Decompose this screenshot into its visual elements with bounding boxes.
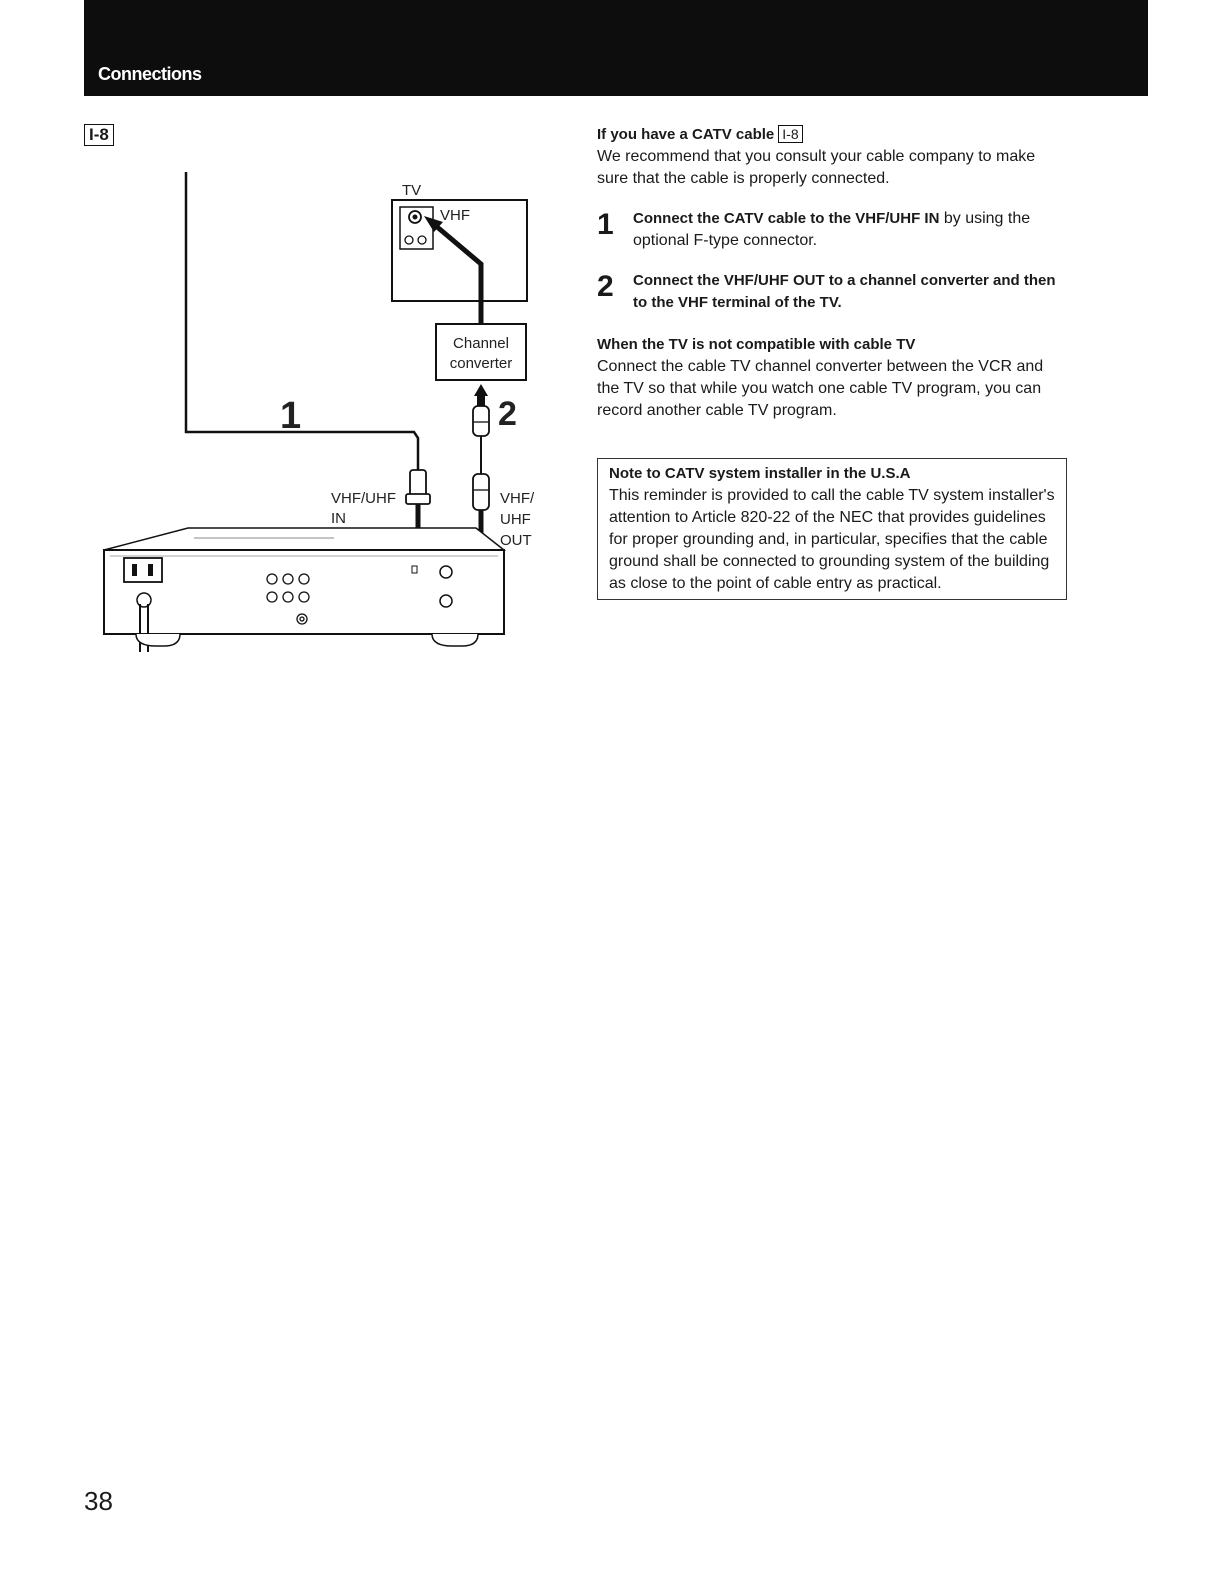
step-1-number: 1 xyxy=(597,208,614,241)
arrow-up-icon xyxy=(474,384,488,396)
step-2 xyxy=(597,270,1067,314)
vhf-label: VHF xyxy=(440,207,470,224)
step-1 xyxy=(597,208,1067,252)
step-1-rest: by using the optional F-type connector. xyxy=(633,210,1031,249)
section-title: Connections xyxy=(98,64,202,84)
step-1-marker: 1 xyxy=(280,395,302,437)
tv-label: TV xyxy=(402,182,422,199)
catv-cable xyxy=(186,172,418,470)
converter-label-1: Channel xyxy=(453,335,509,352)
vhf-uhf-out-label-3: OUT xyxy=(500,532,532,549)
vhf-uhf-in-label-2: IN xyxy=(331,510,346,527)
installer-note-body: This reminder is provided to call the cable TV system installer's attention to Article 820-22 of the NEC that provides guidelines for proper grounding and, in particular, specifies that the cable ground shall be connected to grounding system of the building as close to the point of cable entry as practical. xyxy=(609,487,1055,592)
installer-note-box xyxy=(597,458,1067,600)
page-number: 38 xyxy=(84,1486,113,1516)
incompatible-heading: When the TV is not compatible with cable TV xyxy=(597,336,916,353)
vcr-top xyxy=(104,528,504,550)
step-2-number: 2 xyxy=(597,270,614,303)
instructions-column xyxy=(597,120,1067,600)
catv-intro: We recommend that you consult your cable company to make sure that the cable is properly connected. xyxy=(597,148,1036,187)
installer-note-heading: Note to CATV system installer in the U.S.A xyxy=(609,465,911,482)
converter-to-tv-cable xyxy=(436,226,481,326)
tv-terminal-panel xyxy=(400,207,433,249)
catv-heading-tag: I-8 xyxy=(778,125,802,143)
step-1-bold: Connect the CATV cable to the VHF/UHF IN xyxy=(633,210,940,227)
figure-tag: I-8 xyxy=(84,124,114,146)
incompatible-body: Connect the cable TV channel converter between the VCR and the TV so that while you watch one cable TV program, you can record another cable TV program. xyxy=(597,358,1044,419)
vhf-uhf-in-label-1: VHF/UHF xyxy=(331,490,396,507)
connection-diagram xyxy=(84,160,554,660)
converter-label-2: converter xyxy=(449,355,513,372)
catv-heading: If you have a CATV cable I-8 xyxy=(597,124,1067,146)
step-2-marker: 2 xyxy=(498,395,517,433)
step-2-bold: Connect the VHF/UHF OUT to a channel converter and then to the VHF terminal of the TV. xyxy=(633,272,1056,311)
vhf-uhf-out-label-1: VHF/ xyxy=(500,490,535,507)
vhf-uhf-out-label-2: UHF xyxy=(500,511,531,528)
header-bar xyxy=(84,0,1148,96)
